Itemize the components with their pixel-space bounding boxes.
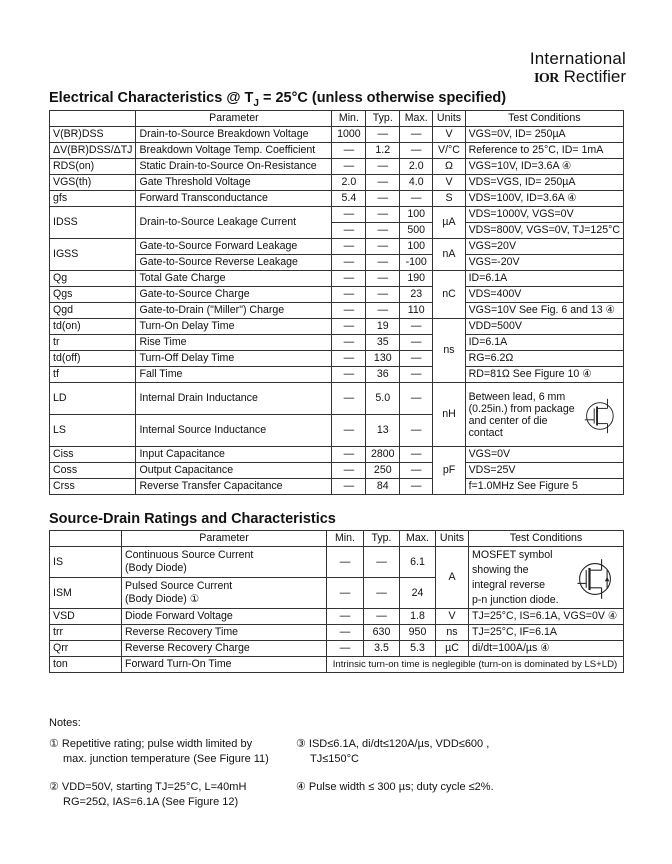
table-row <box>50 271 624 287</box>
parameter: Rise Time <box>136 335 332 351</box>
logo-line2 <box>530 68 626 88</box>
table-row <box>50 463 624 479</box>
condition: di/dt=100A/µs ④ <box>469 641 624 657</box>
max: — <box>400 463 433 479</box>
max: — <box>400 383 433 415</box>
table-row <box>50 207 624 223</box>
table-row <box>50 143 624 159</box>
condition: VGS=10V, ID=3.6A ④ <box>465 159 623 175</box>
parameter: Gate-to-Source Reverse Leakage <box>136 255 332 271</box>
mosfet-diode-symbol-icon <box>573 557 617 601</box>
note-4: ④ Pulse width ≤ 300 µs; duty cycle ≤2%. <box>296 781 494 793</box>
condition: VGS=0V, ID= 250µA <box>465 127 623 143</box>
min: — <box>332 303 366 319</box>
max: 100 <box>400 207 433 223</box>
typ: — <box>366 303 400 319</box>
min: — <box>332 367 366 383</box>
max: -100 <box>400 255 433 271</box>
parameter: Reverse Recovery Time <box>122 625 327 641</box>
min: — <box>332 159 366 175</box>
parameter: Internal Source Inductance <box>136 415 332 447</box>
logo-line1: International <box>529 49 626 68</box>
parameter: Forward Turn-On Time <box>122 657 327 673</box>
parameter: Gate-to-Drain ("Miller") Charge <box>136 303 332 319</box>
table-row <box>50 319 624 335</box>
symbol: IS <box>50 547 122 578</box>
min: — <box>332 463 366 479</box>
symbol: RDS(on) <box>50 159 136 175</box>
table-row <box>50 367 624 383</box>
min: — <box>332 239 366 255</box>
unit: ns <box>436 625 469 641</box>
min: 2.0 <box>332 175 366 191</box>
max: 500 <box>400 223 433 239</box>
condition: VDS=100V, ID=3.6A ④ <box>465 191 623 207</box>
symbol: ΔV(BR)DSS/ΔTJ <box>50 143 136 159</box>
th-max: Max. <box>400 531 436 547</box>
notes-title: Notes: <box>49 717 81 729</box>
symbol: tf <box>50 367 136 383</box>
min: — <box>327 609 364 625</box>
sd-title: Source-Drain Ratings and Characteristics <box>49 511 336 527</box>
symbol: LS <box>50 415 136 447</box>
unit: V/°C <box>433 143 465 159</box>
max: 5.3 <box>400 641 436 657</box>
max: 100 <box>400 239 433 255</box>
note-3: ③ ISD≤6.1A, di/dt≤120A/µs, VDD≤600 , TJ≤150°C <box>296 738 490 765</box>
unit: V <box>433 127 465 143</box>
typ: — <box>366 207 400 223</box>
min: — <box>332 383 366 415</box>
source-drain-table <box>49 530 624 673</box>
min: — <box>332 223 366 239</box>
table-row <box>50 609 624 625</box>
typ: 250 <box>366 463 400 479</box>
typ: 2800 <box>366 447 400 463</box>
condition: VGS=0V <box>465 447 623 463</box>
typ: — <box>366 239 400 255</box>
condition: ID=6.1A <box>465 271 623 287</box>
symbol: LD <box>50 383 136 415</box>
unit: V <box>433 175 465 191</box>
condition: RD=81Ω See Figure 10 ④ <box>465 367 623 383</box>
condition: f=1.0MHz See Figure 5 <box>465 479 623 495</box>
table-row <box>50 159 624 175</box>
logo-line2-text: Rectifier <box>563 67 626 86</box>
unit: Ω <box>433 159 465 175</box>
condition: ID=6.1A <box>465 335 623 351</box>
th-symbol <box>50 111 136 127</box>
typ: 1.2 <box>366 143 400 159</box>
unit: A <box>436 547 469 609</box>
condition: VDS=VGS, ID= 250µA <box>465 175 623 191</box>
parameter: Turn-On Delay Time <box>136 319 332 335</box>
symbol: VSD <box>50 609 122 625</box>
table-row <box>50 351 624 367</box>
min: — <box>332 319 366 335</box>
min: 1000 <box>332 127 366 143</box>
table-header-row <box>50 111 624 127</box>
typ: — <box>366 271 400 287</box>
parameter: Input Capacitance <box>136 447 332 463</box>
condition: VGS=10V See Fig. 6 and 13 ④ <box>465 303 623 319</box>
typ: — <box>366 159 400 175</box>
unit: nA <box>433 239 465 271</box>
typ: — <box>366 175 400 191</box>
max: 24 <box>400 578 436 609</box>
table-row <box>50 383 624 415</box>
parameter: Output Capacitance <box>136 463 332 479</box>
condition: TJ=25°C, IS=6.1A, VGS=0V ④ <box>469 609 624 625</box>
symbol: td(off) <box>50 351 136 367</box>
max: — <box>400 351 433 367</box>
typ: — <box>366 255 400 271</box>
table-row <box>50 641 624 657</box>
max: — <box>400 415 433 447</box>
parameter: Drain-to-Source Breakdown Voltage <box>136 127 332 143</box>
typ: — <box>364 578 400 609</box>
min: — <box>332 415 366 447</box>
max: 2.0 <box>400 159 433 175</box>
parameter: Reverse Transfer Capacitance <box>136 479 332 495</box>
symbol: trr <box>50 625 122 641</box>
max: 6.1 <box>400 547 436 578</box>
symbol: Coss <box>50 463 136 479</box>
symbol: Qg <box>50 271 136 287</box>
th-parameter: Parameter <box>122 531 327 547</box>
min: — <box>332 271 366 287</box>
typ: 84 <box>366 479 400 495</box>
logo-mark: IOR <box>533 71 559 86</box>
th-typ: Typ. <box>364 531 400 547</box>
parameter: Pulsed Source Current (Body Diode) ① <box>122 578 327 609</box>
typ: 630 <box>364 625 400 641</box>
condition: TJ=25°C, IF=6.1A <box>469 625 624 641</box>
symbol: V(BR)DSS <box>50 127 136 143</box>
condition: VDD=500V <box>465 319 623 335</box>
condition: VGS=-20V <box>465 255 623 271</box>
table-row <box>50 335 624 351</box>
max: 1.8 <box>400 609 436 625</box>
unit: µC <box>436 641 469 657</box>
parameter: Diode Forward Voltage <box>122 609 327 625</box>
symbol: gfs <box>50 191 136 207</box>
max: 950 <box>400 625 436 641</box>
electrical-characteristics-table <box>49 110 624 495</box>
typ: 13 <box>366 415 400 447</box>
typ: 35 <box>366 335 400 351</box>
max: 23 <box>400 287 433 303</box>
parameter: Static Drain-to-Source On-Resistance <box>136 159 332 175</box>
th-test-conditions: Test Conditions <box>469 531 624 547</box>
symbol: ISM <box>50 578 122 609</box>
max: — <box>400 335 433 351</box>
min: — <box>332 287 366 303</box>
max: 190 <box>400 271 433 287</box>
th-units: Units <box>436 531 469 547</box>
unit: ns <box>433 319 465 383</box>
table-row <box>50 191 624 207</box>
parameter: Gate-to-Source Charge <box>136 287 332 303</box>
table-row <box>50 547 624 578</box>
parameter: Total Gate Charge <box>136 271 332 287</box>
table-row <box>50 239 624 255</box>
typ: 19 <box>366 319 400 335</box>
typ: — <box>366 191 400 207</box>
table-row <box>50 127 624 143</box>
condition: MOSFET symbol showing the integral reverse p-n junction diode. <box>469 547 624 609</box>
typ: 36 <box>366 367 400 383</box>
th-symbol <box>50 531 122 547</box>
symbol: Qgs <box>50 287 136 303</box>
table-row <box>50 303 624 319</box>
table-row <box>50 255 624 271</box>
symbol: IDSS <box>50 207 136 239</box>
typ: — <box>366 127 400 143</box>
typ: 130 <box>366 351 400 367</box>
table-header-row <box>50 531 624 547</box>
table-row <box>50 479 624 495</box>
parameter: Reverse Recovery Charge <box>122 641 327 657</box>
condition: VDS=400V <box>465 287 623 303</box>
th-min: Min. <box>327 531 364 547</box>
max: — <box>400 191 433 207</box>
max: — <box>400 143 433 159</box>
parameter: Drain-to-Source Leakage Current <box>136 207 332 239</box>
max: 4.0 <box>400 175 433 191</box>
parameter: Gate Threshold Voltage <box>136 175 332 191</box>
symbol: Qrr <box>50 641 122 657</box>
symbol: Crss <box>50 479 136 495</box>
symbol: IGSS <box>50 239 136 271</box>
unit: nC <box>433 271 465 319</box>
max: — <box>400 479 433 495</box>
symbol: ton <box>50 657 122 673</box>
condition: VGS=20V <box>465 239 623 255</box>
symbol: Qgd <box>50 303 136 319</box>
min: 5.4 <box>332 191 366 207</box>
table-row <box>50 625 624 641</box>
parameter: Breakdown Voltage Temp. Coefficient <box>136 143 332 159</box>
min: — <box>332 143 366 159</box>
th-units: Units <box>433 111 465 127</box>
ec-title: Electrical Characteristics @ $T_J = 25^\circ C$ (unless otherwise specified) <box>49 90 507 109</box>
typ: 3.5 <box>364 641 400 657</box>
turn-on-note: Intrinsic turn-on time is neglegible (turn-on is dominated by LS+LD) <box>327 657 624 673</box>
table-row <box>50 447 624 463</box>
company-logo <box>530 50 626 88</box>
condition: VDS=25V <box>465 463 623 479</box>
max: — <box>400 367 433 383</box>
note-1: ① Repetitive rating; pulse width limited by max. junction temperature (See Figure 11) <box>49 738 269 765</box>
min: — <box>327 578 364 609</box>
min: — <box>327 625 364 641</box>
unit: V <box>436 609 469 625</box>
condition: VDS=800V, VGS=0V, TJ=125°C <box>465 223 623 239</box>
min: — <box>332 447 366 463</box>
typ: — <box>366 287 400 303</box>
parameter: Fall Time <box>136 367 332 383</box>
th-typ: Typ. <box>366 111 400 127</box>
parameter: Internal Drain Inductance <box>136 383 332 415</box>
unit: S <box>433 191 465 207</box>
parameter: Turn-Off Delay Time <box>136 351 332 367</box>
table-row <box>50 287 624 303</box>
min: — <box>327 547 364 578</box>
unit: µA <box>433 207 465 239</box>
parameter: Continuous Source Current (Body Diode) <box>122 547 327 578</box>
condition: Reference to 25°C, ID= 1mA <box>465 143 623 159</box>
max: 110 <box>400 303 433 319</box>
symbol: VGS(th) <box>50 175 136 191</box>
min: — <box>332 351 366 367</box>
parameter: Gate-to-Source Forward Leakage <box>136 239 332 255</box>
typ: — <box>364 547 400 578</box>
mosfet-symbol-icon <box>579 397 617 435</box>
th-parameter: Parameter <box>136 111 332 127</box>
min: — <box>332 335 366 351</box>
typ: — <box>366 223 400 239</box>
max: — <box>400 127 433 143</box>
min: — <box>332 207 366 223</box>
condition: Between lead, 6 mm (0.25in.) from package and center of die contact <box>465 383 623 447</box>
condition: VDS=1000V, VGS=0V <box>465 207 623 223</box>
parameter: Forward Transconductance <box>136 191 332 207</box>
symbol: Ciss <box>50 447 136 463</box>
th-min: Min. <box>332 111 366 127</box>
min: — <box>327 641 364 657</box>
max: — <box>400 447 433 463</box>
min: — <box>332 479 366 495</box>
unit: nH <box>433 383 465 447</box>
unit: pF <box>433 447 465 495</box>
table-row <box>50 657 624 673</box>
typ: 5.0 <box>366 383 400 415</box>
note-2: ② VDD=50V, starting TJ=25°C, L=40mH RG=25Ω, IAS=6.1A (See Figure 12) <box>49 781 247 808</box>
typ: — <box>364 609 400 625</box>
max: — <box>400 319 433 335</box>
condition: RG=6.2Ω <box>465 351 623 367</box>
th-test-conditions: Test Conditions <box>465 111 623 127</box>
table-row <box>50 175 624 191</box>
symbol: td(on) <box>50 319 136 335</box>
symbol: tr <box>50 335 136 351</box>
min: — <box>332 255 366 271</box>
th-max: Max. <box>400 111 433 127</box>
